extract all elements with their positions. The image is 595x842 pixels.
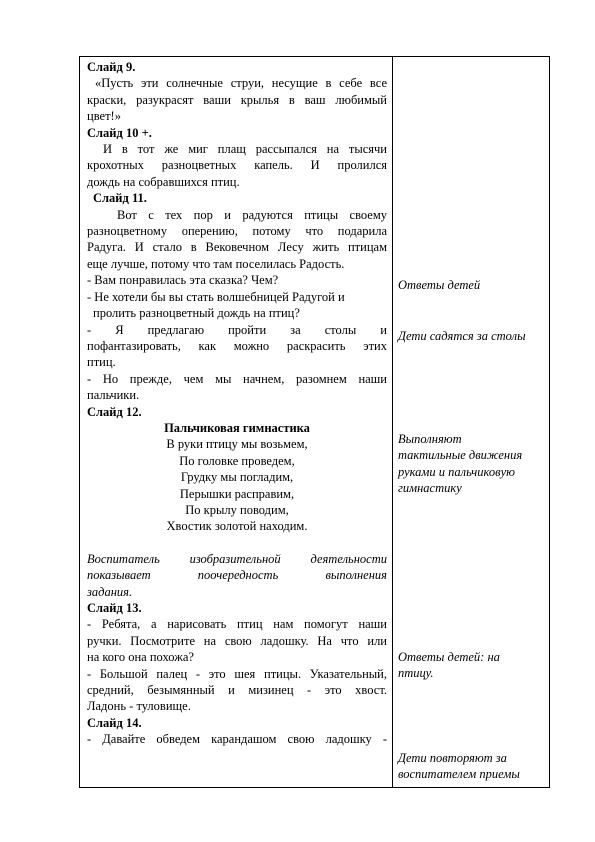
slide-11-heading: Слайд 11. [93,191,147,206]
teacher-note-line: задания. [87,584,133,599]
text-line: пофантазировать, как можно раскрасить этих [87,338,387,353]
slide-12-heading: Слайд 12. [87,404,142,419]
text-line: Радуга. И стало в Вековечном Лесу жить птицам [87,240,387,255]
right-note-line: птицу. [398,666,434,681]
right-note-line: руками и пальчиковую [398,464,515,479]
text-line: средний, безымянный и мизинец - это хвост. [87,683,387,698]
text-line: Вот с тех пор и радуются птицы своему [117,207,387,222]
right-note-gymnastics [398,431,548,497]
question-line: пролить разноцветный дождь на птиц? [93,306,300,321]
right-note-line: гимнастику [398,481,462,496]
column-divider [392,57,393,787]
text-line: дождь на собравшихся птиц. [87,174,240,189]
text-line: еще лучше, потому что там поселилась Радость. [87,256,345,271]
right-note-bird [398,649,548,682]
text-line: на кого она похожа? [87,650,194,665]
teacher-note-line: показывает поочередность выполнения [87,568,387,583]
poem-line: По крылу поводим, [185,502,289,517]
text-line: птиц. [87,355,116,370]
slide-10-heading: Слайд 10 +. [87,125,152,140]
text-line: крохотных разноцветных капель. И пролился [87,158,387,173]
poem-line: Грудку мы погладим, [180,470,294,485]
poem-line: Перышки расправим, [179,486,295,501]
text-line: - Я предлагаю пройти за столы и [87,322,387,337]
text-line: краски, разукрасят ваши крылья в ваш любимый [87,92,387,107]
right-note-sit [398,328,548,344]
text-line: - Но прежде, чем мы начнем, разомнем наши [87,371,387,386]
right-note-line: Дети садятся за столы [398,329,526,343]
slide-14-heading: Слайд 14. [87,715,142,730]
text-line: - Большой палец - это шея птицы. Указательный, [87,666,387,681]
right-note-line: Ответы детей: на [398,650,500,664]
text-line: разноцветному оперению, потому что подарила [87,224,387,239]
right-note-repeat [398,750,548,783]
text-line: И в тот же миг плащ рассыпался на тысячи [103,142,387,157]
left-column [87,59,387,748]
lesson-table [79,56,550,788]
right-note-line: воспитателем приемы [398,767,520,782]
spacer [87,535,387,551]
poem-line: Хвостик золотой находим. [166,519,308,534]
poem-title: Пальчиковая гимнастика [164,420,310,435]
text-line: пальчики. [87,388,140,403]
question-line: - Не хотели бы вы стать волшебницей Радугой и [87,289,345,304]
text-line: Ладонь - туловище. [87,699,191,714]
text-line: цвет!» [87,109,121,124]
teacher-note-line: Воспитатель изобразительной деятельности [87,551,387,566]
right-note-line: Дети повторяют за [398,751,507,765]
poem-line: В руки птицу мы возьмем, [166,437,308,452]
text-line: ручки. Посмотрите на свою ладошку. На что или [87,633,387,648]
slide-13-heading: Слайд 13. [87,601,142,615]
question-line: - Вам понравилась эта сказка? Чем? [87,273,279,288]
right-note-line: Ответы детей [398,278,481,292]
text-line: - Ребята, а нарисовать птиц нам помогут наши [87,617,387,632]
text-line: - Давайте обведем карандашом свою ладошку - [87,732,387,747]
right-note-line: тактильные движения [398,448,523,463]
right-note-line: Выполняют [398,432,462,446]
slide-9-heading: Слайд 9. [87,60,136,74]
right-note-answers [398,277,548,293]
text-line: «Пусть эти солнечные струи, несущие в себе все [95,76,387,91]
poem-line: По головке проведем, [179,453,295,468]
